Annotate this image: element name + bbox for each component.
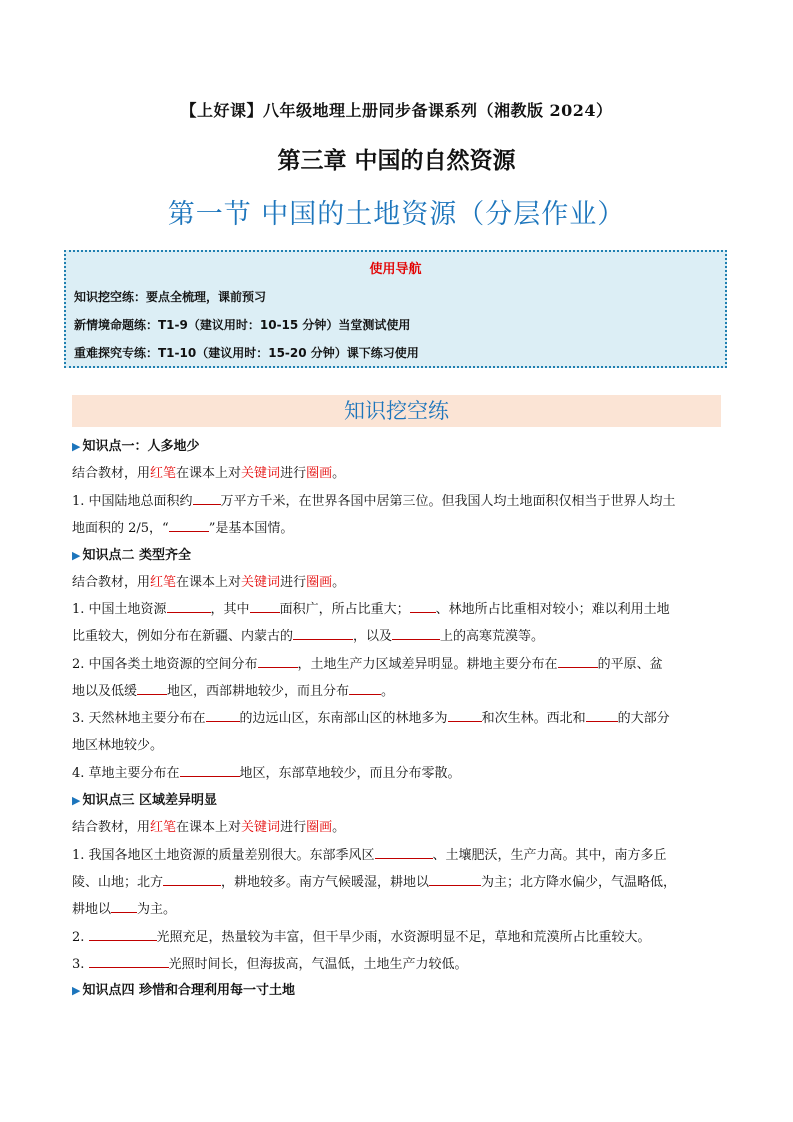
triangle-marker-icon: ▶	[72, 440, 81, 453]
kp1-q1-line1: 1. 中国陆地总面积约 万平方千米，在世界各国中居第三位。但我国人均土地面积仅相当于世界人均土	[72, 494, 676, 509]
answer-blank[interactable]	[349, 682, 381, 695]
answer-blank[interactable]	[250, 600, 280, 613]
kp3-instruction: 结合教材，用红笔在课本上对关键词进行圈画。	[72, 820, 346, 835]
kp2-q2-line2: 地以及低缓 地区，西部耕地较少，而且分布 。	[72, 684, 395, 699]
answer-blank[interactable]	[167, 600, 211, 613]
kp3-q3: 3. 光照时间长，但海拔高，气温低，土地生产力较低。	[72, 957, 468, 972]
usage-guide-box	[64, 250, 727, 368]
kp2-q3-line2: 地区林地较少。	[72, 738, 164, 753]
series-title: 【上好课】八年级地理上册同步备课系列（湘教版 2024）	[180, 101, 613, 120]
usage-guide-title: 使用导航	[369, 262, 422, 277]
kp4-heading: ▶ 知识点四 珍惜和合理利用每一寸土地	[72, 983, 295, 998]
guide-line-1: 知识挖空练：要点全梳理，课前预习	[74, 290, 267, 304]
chapter-title: 第三章 中国的自然资源	[277, 148, 516, 174]
kp2-q3-line1: 3. 天然林地主要分布在 的边远山区，东南部山区的林地多为 和次生林。西北和 的大部分	[72, 711, 670, 726]
answer-blank[interactable]	[429, 873, 481, 886]
answer-blank[interactable]	[558, 655, 598, 668]
kp2-q2-line1: 2. 中国各类土地资源的空间分布 ，土地生产力区域差异明显。耕地主要分布在 的平原、盆	[72, 657, 663, 672]
kp3-q2: 2. 光照充足，热量较为丰富，但干旱少雨，水资源明显不足，草地和荒漠所占比重较大。	[72, 930, 651, 945]
answer-blank[interactable]	[111, 900, 137, 913]
triangle-marker-icon: ▶	[72, 984, 81, 997]
guide-line-2: 新情境命题练：T1-9（建议用时：10-15 分钟）当堂测试使用	[74, 318, 411, 332]
triangle-marker-icon: ▶	[72, 549, 81, 562]
answer-blank[interactable]	[169, 519, 209, 532]
answer-blank[interactable]	[206, 709, 240, 722]
guide-line-3: 重难探究专练：T1-10（建议用时：15-20 分钟）课下练习使用	[74, 346, 419, 360]
kp3-heading: ▶ 知识点三 区域差异明显	[72, 793, 217, 808]
kp2-instruction: 结合教材，用红笔在课本上对关键词进行圈画。	[72, 575, 346, 590]
kp2-heading: ▶ 知识点二 类型齐全	[72, 548, 191, 563]
kp1-q1-line2: 地面积的 2/5，“ ”是基本国情。	[72, 521, 294, 536]
kp2-q4: 4. 草地主要分布在 地区，东部草地较少，而且分布零散。	[72, 766, 461, 781]
kp3-q1-line1: 1. 我国各地区土地资源的质量差别很大。东部季风区 、土壤肥沃，生产力高。其中，南方多丘	[72, 848, 667, 863]
answer-blank[interactable]	[586, 709, 618, 722]
answer-blank[interactable]	[392, 627, 440, 640]
kp1-heading: ▶ 知识点一：人多地少	[72, 439, 200, 454]
section-title: 第一节 中国的土地资源（分层作业）	[167, 199, 626, 230]
kp3-q1-line3: 耕地以 为主。	[72, 902, 177, 917]
answer-blank[interactable]	[193, 492, 221, 505]
answer-blank[interactable]	[89, 955, 169, 968]
section-banner: 知识挖空练	[72, 395, 721, 427]
answer-blank[interactable]	[410, 600, 436, 613]
kp2-q1-line2: 比重较大，例如分布在新疆、内蒙古的 ，以及 上的高寒荒漠等。	[72, 629, 545, 644]
answer-blank[interactable]	[137, 682, 167, 695]
answer-blank[interactable]	[293, 627, 353, 640]
answer-blank[interactable]	[163, 873, 221, 886]
triangle-marker-icon: ▶	[72, 794, 81, 807]
answer-blank[interactable]	[89, 928, 157, 941]
kp2-q1-line1: 1. 中国土地资源 ，其中 面积广，所占比重大； 、林地所占比重相对较小；难以利用土地	[72, 602, 670, 617]
answer-blank[interactable]	[258, 655, 298, 668]
kp1-instruction: 结合教材，用红笔在课本上对关键词进行圈画。	[72, 466, 346, 481]
answer-blank[interactable]	[180, 764, 240, 777]
answer-blank[interactable]	[375, 846, 433, 859]
answer-blank[interactable]	[448, 709, 482, 722]
kp3-q1-line2: 陵、山地；北方 ，耕地较多。南方气候暖湿，耕地以 为主；北方降水偏少，气温略低，	[72, 875, 677, 890]
